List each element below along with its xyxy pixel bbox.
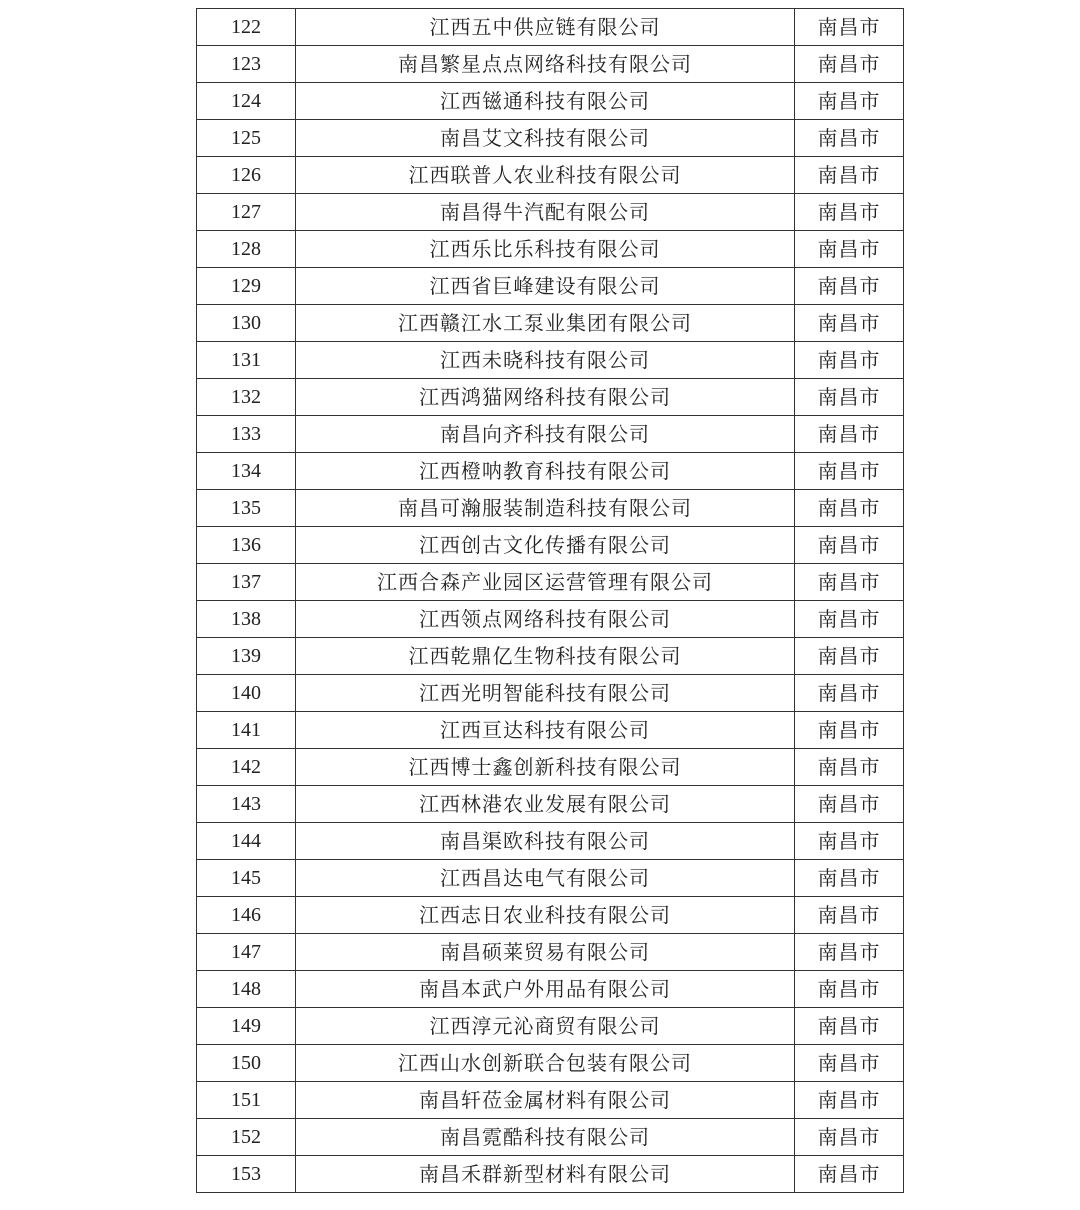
company-name: 南昌硕莱贸易有限公司 [296,934,795,971]
company-name: 江西山水创新联合包装有限公司 [296,1045,795,1082]
table-row [197,120,904,157]
row-number: 149 [197,1008,296,1045]
city-name: 南昌市 [795,971,904,1008]
city-name: 南昌市 [795,83,904,120]
company-name: 南昌向齐科技有限公司 [296,416,795,453]
row-number: 147 [197,934,296,971]
row-number: 148 [197,971,296,1008]
city-name: 南昌市 [795,453,904,490]
company-name: 江西乾鼎亿生物科技有限公司 [296,638,795,675]
city-name: 南昌市 [795,749,904,786]
company-name: 江西镃通科技有限公司 [296,83,795,120]
company-name: 江西淳元沁商贸有限公司 [296,1008,795,1045]
table-row [197,934,904,971]
company-name: 江西五中供应链有限公司 [296,9,795,46]
table-row [197,83,904,120]
company-name: 南昌霓酷科技有限公司 [296,1119,795,1156]
city-name: 南昌市 [795,601,904,638]
row-number: 124 [197,83,296,120]
row-number: 125 [197,120,296,157]
table-row [197,416,904,453]
company-name: 南昌轩莅金属材料有限公司 [296,1082,795,1119]
city-name: 南昌市 [795,638,904,675]
row-number: 123 [197,46,296,83]
city-name: 南昌市 [795,1008,904,1045]
company-name: 江西亘达科技有限公司 [296,712,795,749]
city-name: 南昌市 [795,860,904,897]
table-row [197,379,904,416]
table-row [197,157,904,194]
table-row [197,231,904,268]
table-row [197,749,904,786]
company-name: 江西未晓科技有限公司 [296,342,795,379]
city-name: 南昌市 [795,1082,904,1119]
row-number: 122 [197,9,296,46]
table-row [197,1008,904,1045]
table-row [197,1156,904,1193]
company-name: 江西博士鑫创新科技有限公司 [296,749,795,786]
city-name: 南昌市 [795,675,904,712]
table-row [197,527,904,564]
company-name: 江西领点网络科技有限公司 [296,601,795,638]
table-body [197,9,904,1193]
row-number: 131 [197,342,296,379]
row-number: 132 [197,379,296,416]
company-name: 江西省巨峰建设有限公司 [296,268,795,305]
table-row [197,1045,904,1082]
row-number: 128 [197,231,296,268]
city-name: 南昌市 [795,786,904,823]
table-row [197,342,904,379]
table-row [197,564,904,601]
row-number: 143 [197,786,296,823]
row-number: 137 [197,564,296,601]
company-name: 南昌艾文科技有限公司 [296,120,795,157]
city-name: 南昌市 [795,194,904,231]
row-number: 127 [197,194,296,231]
city-name: 南昌市 [795,46,904,83]
row-number: 133 [197,416,296,453]
company-name: 南昌本武户外用品有限公司 [296,971,795,1008]
row-number: 145 [197,860,296,897]
company-name: 江西鸿猫网络科技有限公司 [296,379,795,416]
company-name: 江西合森产业园区运营管理有限公司 [296,564,795,601]
company-name: 南昌禾群新型材料有限公司 [296,1156,795,1193]
table-row [197,194,904,231]
table-row [197,46,904,83]
table-row [197,860,904,897]
city-name: 南昌市 [795,712,904,749]
table-row [197,638,904,675]
company-name: 南昌繁星点点网络科技有限公司 [296,46,795,83]
company-name: 江西光明智能科技有限公司 [296,675,795,712]
row-number: 130 [197,305,296,342]
row-number: 135 [197,490,296,527]
company-name: 江西林港农业发展有限公司 [296,786,795,823]
company-name: 江西志日农业科技有限公司 [296,897,795,934]
table-row [197,1119,904,1156]
city-name: 南昌市 [795,9,904,46]
row-number: 141 [197,712,296,749]
row-number: 140 [197,675,296,712]
company-name: 江西赣江水工泵业集团有限公司 [296,305,795,342]
company-list-table [196,8,904,1193]
city-name: 南昌市 [795,934,904,971]
city-name: 南昌市 [795,897,904,934]
table-row [197,9,904,46]
city-name: 南昌市 [795,1156,904,1193]
row-number: 139 [197,638,296,675]
row-number: 146 [197,897,296,934]
city-name: 南昌市 [795,416,904,453]
table-row [197,490,904,527]
row-number: 152 [197,1119,296,1156]
row-number: 138 [197,601,296,638]
table-row [197,823,904,860]
city-name: 南昌市 [795,268,904,305]
row-number: 144 [197,823,296,860]
table-row [197,453,904,490]
row-number: 134 [197,453,296,490]
city-name: 南昌市 [795,1045,904,1082]
row-number: 136 [197,527,296,564]
table-row [197,897,904,934]
city-name: 南昌市 [795,379,904,416]
city-name: 南昌市 [795,157,904,194]
company-name: 南昌渠欧科技有限公司 [296,823,795,860]
city-name: 南昌市 [795,490,904,527]
company-name: 江西联普人农业科技有限公司 [296,157,795,194]
table-row [197,305,904,342]
city-name: 南昌市 [795,231,904,268]
row-number: 151 [197,1082,296,1119]
company-name: 南昌得牛汽配有限公司 [296,194,795,231]
table-row [197,268,904,305]
city-name: 南昌市 [795,564,904,601]
row-number: 126 [197,157,296,194]
row-number: 153 [197,1156,296,1193]
table-row [197,971,904,1008]
city-name: 南昌市 [795,1119,904,1156]
company-name: 江西昌达电气有限公司 [296,860,795,897]
row-number: 142 [197,749,296,786]
company-name: 南昌可瀚服装制造科技有限公司 [296,490,795,527]
table-row [197,675,904,712]
table-row [197,712,904,749]
city-name: 南昌市 [795,342,904,379]
table-row [197,786,904,823]
table-row [197,601,904,638]
city-name: 南昌市 [795,120,904,157]
row-number: 150 [197,1045,296,1082]
city-name: 南昌市 [795,527,904,564]
row-number: 129 [197,268,296,305]
city-name: 南昌市 [795,823,904,860]
company-name: 江西乐比乐科技有限公司 [296,231,795,268]
company-name: 江西橙呐教育科技有限公司 [296,453,795,490]
city-name: 南昌市 [795,305,904,342]
table-row [197,1082,904,1119]
company-name: 江西创古文化传播有限公司 [296,527,795,564]
